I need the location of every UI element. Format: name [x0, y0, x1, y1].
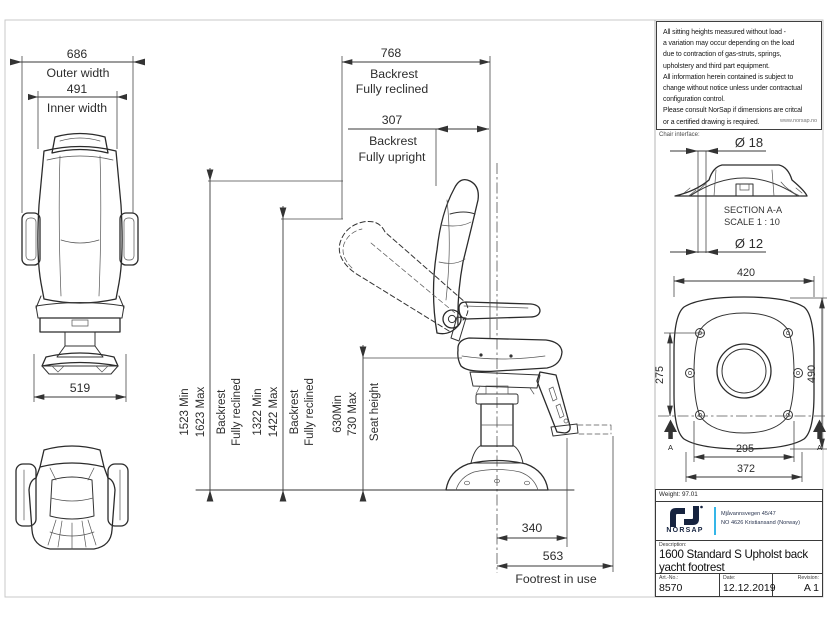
revision-value: A 1 — [803, 582, 819, 594]
chair-interface-label: Chair interface: — [659, 132, 700, 138]
title-block — [655, 489, 823, 597]
title-block-bottom-row — [656, 574, 822, 596]
dim-dia18-value: Ø 18 — [734, 135, 764, 150]
dim-768-label2: Fully reclined — [355, 82, 429, 96]
address-line-2: NO 4626 Kristiansand (Norway) — [721, 519, 800, 526]
dim-372-value: 372 — [736, 463, 756, 475]
dim-h2-min: 1322 Min — [252, 388, 264, 436]
dim-dia12-value: Ø 12 — [734, 236, 764, 251]
revision-label: Revision: — [797, 575, 819, 581]
base-top-view — [654, 267, 828, 482]
dim-768-label1: Backrest — [370, 67, 418, 81]
side-view — [196, 163, 611, 573]
section-arrow-right — [813, 420, 826, 440]
note-line: or a certified drawing is required. — [663, 118, 760, 126]
address-line-1: Mjåvannsvegen 45/47 — [721, 511, 776, 517]
dim-inner-width-label: Inner width — [46, 101, 108, 115]
logo-row — [656, 502, 822, 541]
description-label: Description: — [659, 542, 687, 548]
dim-275-value: 275 — [654, 365, 666, 385]
dim-inner-width-value: 491 — [66, 82, 88, 96]
note-line: All information herein contained is subject to — [663, 73, 794, 81]
side-view-dimensions — [179, 46, 613, 586]
front-view-dimensions — [10, 47, 145, 402]
dim-base-width-value: 519 — [69, 381, 91, 395]
norsap-logo-icon — [664, 505, 706, 528]
weight-field: Weight: 97.01 — [656, 490, 822, 502]
dim-outer-width-label: Outer width — [46, 66, 110, 80]
dim-h2-max: 1422 Max — [268, 386, 280, 438]
dim-h1-max: 1623 Max — [195, 386, 207, 438]
note-line: due to contraction of gas-struts, springs, — [663, 51, 782, 59]
date-value: 12.12.2019 — [723, 582, 776, 594]
description-line-2: yacht footrest — [659, 561, 725, 575]
backrest-reclined-phantom — [339, 221, 468, 331]
art-no-label: Art.-No.: — [659, 575, 679, 581]
section-aa-label: SECTION A-A — [723, 205, 783, 215]
note-line: a variation may occur depending on the load — [663, 40, 795, 48]
chair-interface-section — [670, 135, 807, 255]
dim-h2-label2: Fully reclined — [304, 378, 316, 446]
description-row — [656, 541, 822, 574]
revision-cell — [773, 574, 822, 596]
dim-490-value: 490 — [806, 364, 818, 384]
dim-outer-width-value: 686 — [66, 47, 88, 61]
notes-box — [656, 21, 822, 130]
dim-768-value: 768 — [380, 46, 402, 60]
dim-563-value: 563 — [542, 549, 564, 563]
company-address — [721, 510, 800, 527]
logo-divider — [714, 507, 716, 535]
dim-footrest-label: Footrest in use — [515, 572, 597, 586]
note-line: All sitting heights measured without load - — [663, 29, 786, 36]
dim-h1-min: 1523 Min — [179, 388, 191, 436]
dim-340-value: 340 — [521, 521, 543, 535]
section-arrow-left — [664, 420, 677, 440]
art-no-cell — [656, 574, 720, 596]
dim-h1-label2: Fully reclined — [231, 378, 243, 446]
brand-wordmark: NORSAP — [666, 527, 704, 534]
note-line: change without notice unless under contractual — [663, 85, 803, 93]
section-mark-a-left: A — [667, 443, 674, 452]
dim-295-value: 295 — [735, 443, 755, 455]
front-view — [22, 134, 138, 375]
footrest — [537, 372, 611, 436]
dim-307-label2: Fully upright — [358, 150, 426, 164]
art-no-value: 8570 — [659, 582, 683, 594]
dim-seat-label: Seat height — [369, 382, 381, 442]
dim-seat-min: 630Min — [332, 395, 344, 433]
dim-307-label1: Backrest — [369, 134, 417, 148]
date-label: Date: — [723, 575, 736, 581]
dim-h2-label1: Backrest — [289, 389, 301, 435]
section-scale-label: SCALE 1 : 10 — [724, 217, 780, 227]
website-url: www.norsap.no — [780, 117, 817, 124]
note-line: upholstery and third part equipment. — [663, 62, 770, 70]
dim-seat-max: 730 Max — [347, 391, 359, 437]
dim-420-value: 420 — [736, 267, 756, 279]
seat-top-view — [16, 446, 128, 549]
date-cell — [720, 574, 776, 596]
description-line-1: 1600 Standard S Upholst back — [659, 548, 808, 561]
bolt-holes — [686, 329, 803, 420]
dim-h1-label1: Backrest — [216, 389, 228, 435]
dim-307-value: 307 — [381, 113, 403, 127]
note-line: Please consult NorSap if dimensions are critcal — [663, 107, 803, 115]
note-line: configuration control. — [663, 96, 725, 104]
section-mark-a-right: A — [816, 443, 823, 452]
